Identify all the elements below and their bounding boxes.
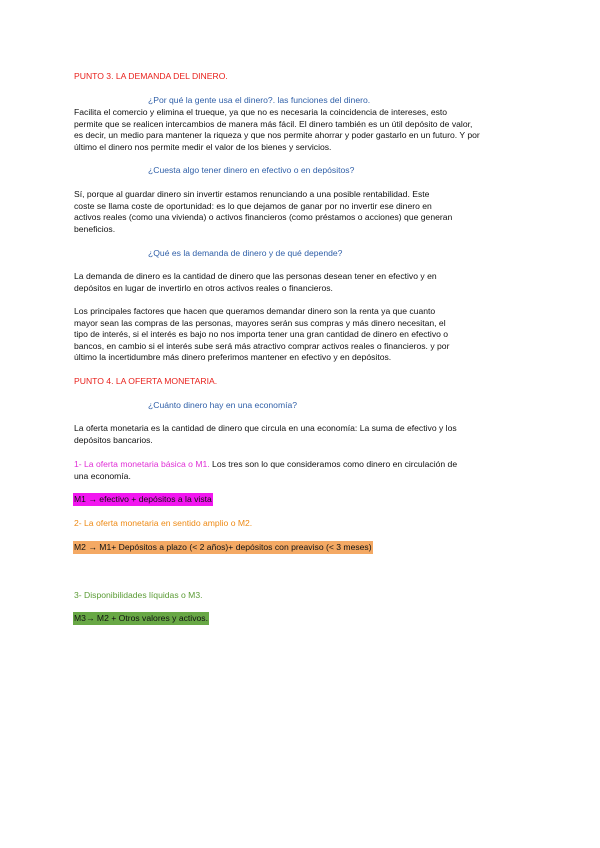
paragraph-line: último la incertidumbre más dinero preferimos mantener en efectivo y en depósitos. [74,352,392,363]
paragraph-line: tipo de interés, si el interés es bajo no nos importa tener una gran cantidad de dinero en efectivo o [74,329,449,340]
m3-formula-row [73,612,209,625]
m2-formula-row [73,541,373,554]
m1-text: Los tres son lo que consideramos como dinero en circulación de [209,459,458,469]
paragraph-line: La demanda de dinero es la cantidad de dinero que las personas desean tener en efectivo y en [74,271,437,281]
paragraph-line: Los principales factores que hacen que queramos demandar dinero son la renta ya que cuanto [74,306,436,316]
paragraph-5 [74,423,554,446]
paragraph-line: Sí, porque al guardar dinero sin invertir estamos renunciando a una posible rentabilidad. Este [74,189,430,199]
question-4: ¿Cuánto dinero hay en una economía? [148,400,298,410]
paragraph-1 [74,107,554,153]
m1-formula-row [73,493,213,506]
m2-heading: 2- La oferta monetaria en sentido amplio o M2. [74,518,253,528]
question-2: ¿Cuesta algo tener dinero en efectivo o en depósitos? [148,165,355,175]
question-3: ¿Qué es la demanda de dinero y de qué depende? [148,248,343,258]
paragraph-line: La oferta monetaria es la cantidad de dinero que circula en una economía: La suma de efectivo y los [74,423,457,433]
m1-paragraph [74,459,554,482]
paragraph-line: mayor sean las compras de las personas, mayores serán sus compras y más dinero necesitan, el [74,317,446,328]
paragraph-line: coste se llama coste de oportunidad: es lo que dejamos de ganar por no invertir ese dinero en [74,200,432,211]
paragraph-line: depósitos bancarios. [74,434,153,445]
m1-line: una economía. [74,470,131,481]
question-1: ¿Por qué la gente usa el dinero?. las funciones del dinero. [148,95,371,105]
paragraph-2 [74,189,554,235]
paragraph-line: Facilita el comercio y elimina el trueque, ya que no es necesaria la coincidencia de intereses, esto [74,107,448,117]
m2-formula: M2 → M1+ Depósitos a plazo (< 2 años)+ depósitos con preaviso (< 3 meses) [74,542,372,552]
punto4-title: PUNTO 4. LA OFERTA MONETARIA. [74,376,218,386]
m1-line [74,459,554,471]
paragraph-line: último el dinero nos permite medir el valor de los bienes y servicios. [74,141,332,152]
m3-formula: M3→ M2 + Otros valores y activos. [74,613,208,623]
paragraph-line: activos reales (como una vivienda) o activos financieros (como préstamos o acciones) que generan [74,212,453,223]
paragraph-line: permite que se realicen intercambios de manera más fácil. El dinero también es un útil depósito de valor, [74,118,473,129]
paragraph-line: es decir, un medio para mantener la riqueza y que nos permite ahorrar y poder gastarlo en un futuro. Y por [74,130,480,141]
paragraph-line: depósitos en lugar de invertirlo en otros activos reales o financieros. [74,282,333,293]
m3-heading: 3- Disponibilidades líquidas o M3. [74,590,203,600]
paragraph-3 [74,271,554,294]
m1-formula: M1 → efectivo + depósitos a la vista [74,494,212,504]
punto3-title: PUNTO 3. LA DEMANDA DEL DINERO. [74,71,228,81]
paragraph-line: beneficios. [74,223,116,234]
paragraph-line: bancos, en cambio si el interés sube será más atractivo comprar activos reales o financieros. y por [74,340,450,351]
m1-heading: 1- La oferta monetaria básica o M1. [74,459,210,469]
paragraph-4 [74,306,554,364]
